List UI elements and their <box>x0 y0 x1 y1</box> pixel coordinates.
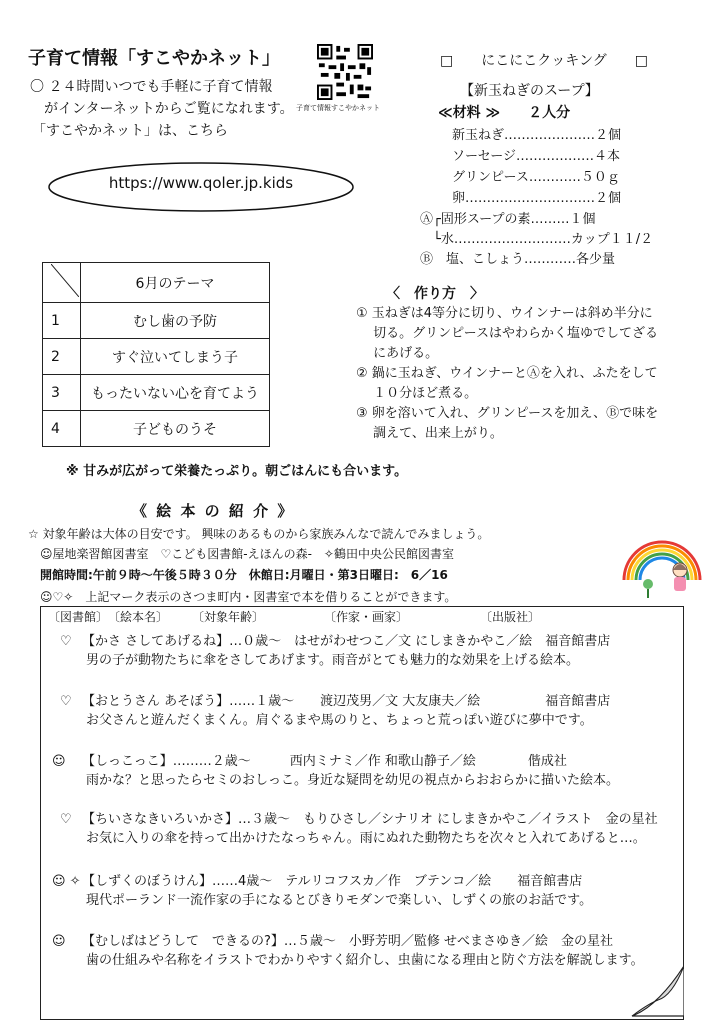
book-info: 【かさ さしてあげるね】…０歳～ はせがわせつこ／文 にしまきかやこ／絵 福音館書店 <box>82 634 611 649</box>
step-line: にあげる。 <box>356 346 439 361</box>
books-heading: 《 絵 本 の 紹 介 》 <box>132 502 295 520</box>
step-line: 切る。グリンピースはやわらかく塩ゆでしてざる <box>356 326 658 341</box>
mark-legend: ☺♡✧ <box>40 590 74 604</box>
theme-text: もったいない心を育てよう <box>81 375 270 411</box>
theme-corner-cell <box>43 263 81 303</box>
theme-text: すぐ泣いてしまう子 <box>81 339 270 375</box>
book-description: 歯の仕組みや名称をイラストでわかりやすく紹介し、虫歯になる理由と防ぐ方法を解説します。 <box>86 953 644 968</box>
book-info: 【しっこっこ】………２歳～ 西内ミナミ／作 和歌山静子／絵 偕成社 <box>82 754 567 769</box>
theme-text: 子どものうそ <box>81 411 270 447</box>
book-info: 【ちいさなきいろいかさ】…３歳～ もりひさし／シナリオ にしまきかやこ／イラスト 金の星社 <box>82 812 658 827</box>
library-mark-icon: ☺ <box>52 754 66 769</box>
library-mark-icon: ☺ ✧ <box>52 874 81 889</box>
step-line: ③ 卵を溶いて入れ、グリンピースを加え、Ⓑで味を <box>356 406 659 421</box>
ingredient: └水………………………カップ１１/２ <box>420 232 654 247</box>
page-title: 子育て情報「すこやかネット」 <box>28 48 280 69</box>
step-line: ① 玉ねぎは4等分に切り、ウインナーは斜め半分に <box>356 306 653 321</box>
ingredient: 新玉ねぎ…………………２個 <box>452 128 622 143</box>
library-mark-icon: ♡ <box>60 634 72 649</box>
ingredients-label: ≪材料 ≫ ２人分 <box>438 105 571 121</box>
book-entry <box>60 630 610 668</box>
ingredient: Ⓑ 塩、こしょう…………各少量 <box>420 252 616 267</box>
book-info: 【おとうさん あそぼう】……１歳～ 渡辺茂男／文 大友康夫／絵 福音館書店 <box>82 694 611 709</box>
page-curl-icon <box>628 966 684 1020</box>
ingredient: グリンピース…………５０ｇ <box>452 170 620 185</box>
book-info: 【しずくのぼうけん】……4歳～ テルリコフスカ／作 ブテンコ／絵 福音館書店 <box>82 874 583 889</box>
book-info: 【むしばはどうして できるの?】…５歳～ 小野芳明／監修 せべまさゆき／絵 金の星社 <box>82 934 614 949</box>
book-description: お気に入りの傘を持って出かけたなっちゃん。雨にぬれた動物たちを次々と入れてあげると…。 <box>86 831 646 846</box>
book-entry <box>52 870 592 908</box>
book-entry <box>52 930 644 968</box>
diagonal-line-icon <box>51 264 79 297</box>
book-entry <box>52 750 619 788</box>
book-description: 雨かな？と思ったらセミのおしっこ。身近な疑問を幼児の視点からおおらかに描いた絵本。 <box>86 773 620 788</box>
theme-num: 2 <box>43 339 81 375</box>
theme-num: 1 <box>43 303 81 339</box>
steps-heading: 〈 作り方 〉 <box>386 286 484 302</box>
step-line: 調えて、出来上がり。 <box>356 426 503 441</box>
book-entry <box>60 808 658 846</box>
recipe-title: 【新玉ねぎのスープ】 <box>460 83 599 99</box>
book-description: お父さんと遊んだくまくん。肩ぐるまや馬のりと、ちょっと荒っぽい遊びに夢中です。 <box>86 713 593 728</box>
book-description: 男の子が動物たちに傘をさしてあげます。雨音がとても魅力的な効果を上げる絵本。 <box>86 653 579 668</box>
library-mark-icon: ♡ <box>60 694 72 709</box>
library-mark-icon: ♡ <box>60 812 72 827</box>
ingredient: ソーセージ………………４本 <box>452 149 620 164</box>
theme-num: 4 <box>43 411 81 447</box>
cooking-heading: □ にこにこクッキング □ <box>440 53 649 69</box>
library-hours: 開館時間:午前９時～午後５時３０分 休館日:月曜日・第3日曜日: 6／16 <box>40 568 448 582</box>
book-columns: 〔図書館〕 〔絵本名〕 〔対象年齢〕 〔作家・画家〕 〔出版社〕 <box>48 610 541 624</box>
ingredient: 卵…………………………２個 <box>452 191 622 206</box>
mark-note <box>40 588 456 605</box>
theme-table <box>42 262 270 447</box>
intro-line-1: 〇 ２４時間いつでも手軽に子育て情報 <box>30 79 273 95</box>
theme-num: 3 <box>43 375 81 411</box>
library-mark-icon: ☺ <box>52 934 66 949</box>
step-line: １０分ほど煮る。 <box>356 386 478 401</box>
intro-line-2: がインターネットからご覧になれます。 <box>44 101 294 117</box>
library-list: ☺屋地楽習館図書室 ♡こども図書館-えほんの森- ✧鶴田中央公民館図書室 <box>40 547 454 561</box>
qr-caption: 子育て情報すこやかネット <box>296 104 380 112</box>
theme-text: むし歯の予防 <box>81 303 270 339</box>
mark-note-text: 上記マーク表示のさつま町内・図書室で本を借りることができます。 <box>85 590 457 604</box>
intro-line-3: 「すこやかネット」は、こちら <box>32 123 228 139</box>
age-note: ☆ 対象年齢は大体の目安です。 興味のあるものから家族みんなで読んでみましょう。 <box>28 527 490 541</box>
book-entry <box>60 690 610 728</box>
rainbow-girl-illustration <box>618 530 704 600</box>
book-description: 現代ポーランド一流作家の手になるとびきりモダンで楽しい、しずくの旅のお話です。 <box>86 893 593 908</box>
qr-code-icon[interactable] <box>316 44 374 100</box>
ingredient: Ⓐ┌固形スープの素………１個 <box>420 212 596 227</box>
step-line: ② 鍋に玉ねぎ、ウインナーとⒶを入れ、ふたをして <box>356 366 658 381</box>
website-url[interactable]: https://www.qoler.jp.kids <box>108 174 294 192</box>
theme-header: 6月のテーマ <box>81 263 270 303</box>
cooking-note: ※ 甘みが広がって栄養たっぷり。朝ごはんにも合います。 <box>66 464 408 479</box>
